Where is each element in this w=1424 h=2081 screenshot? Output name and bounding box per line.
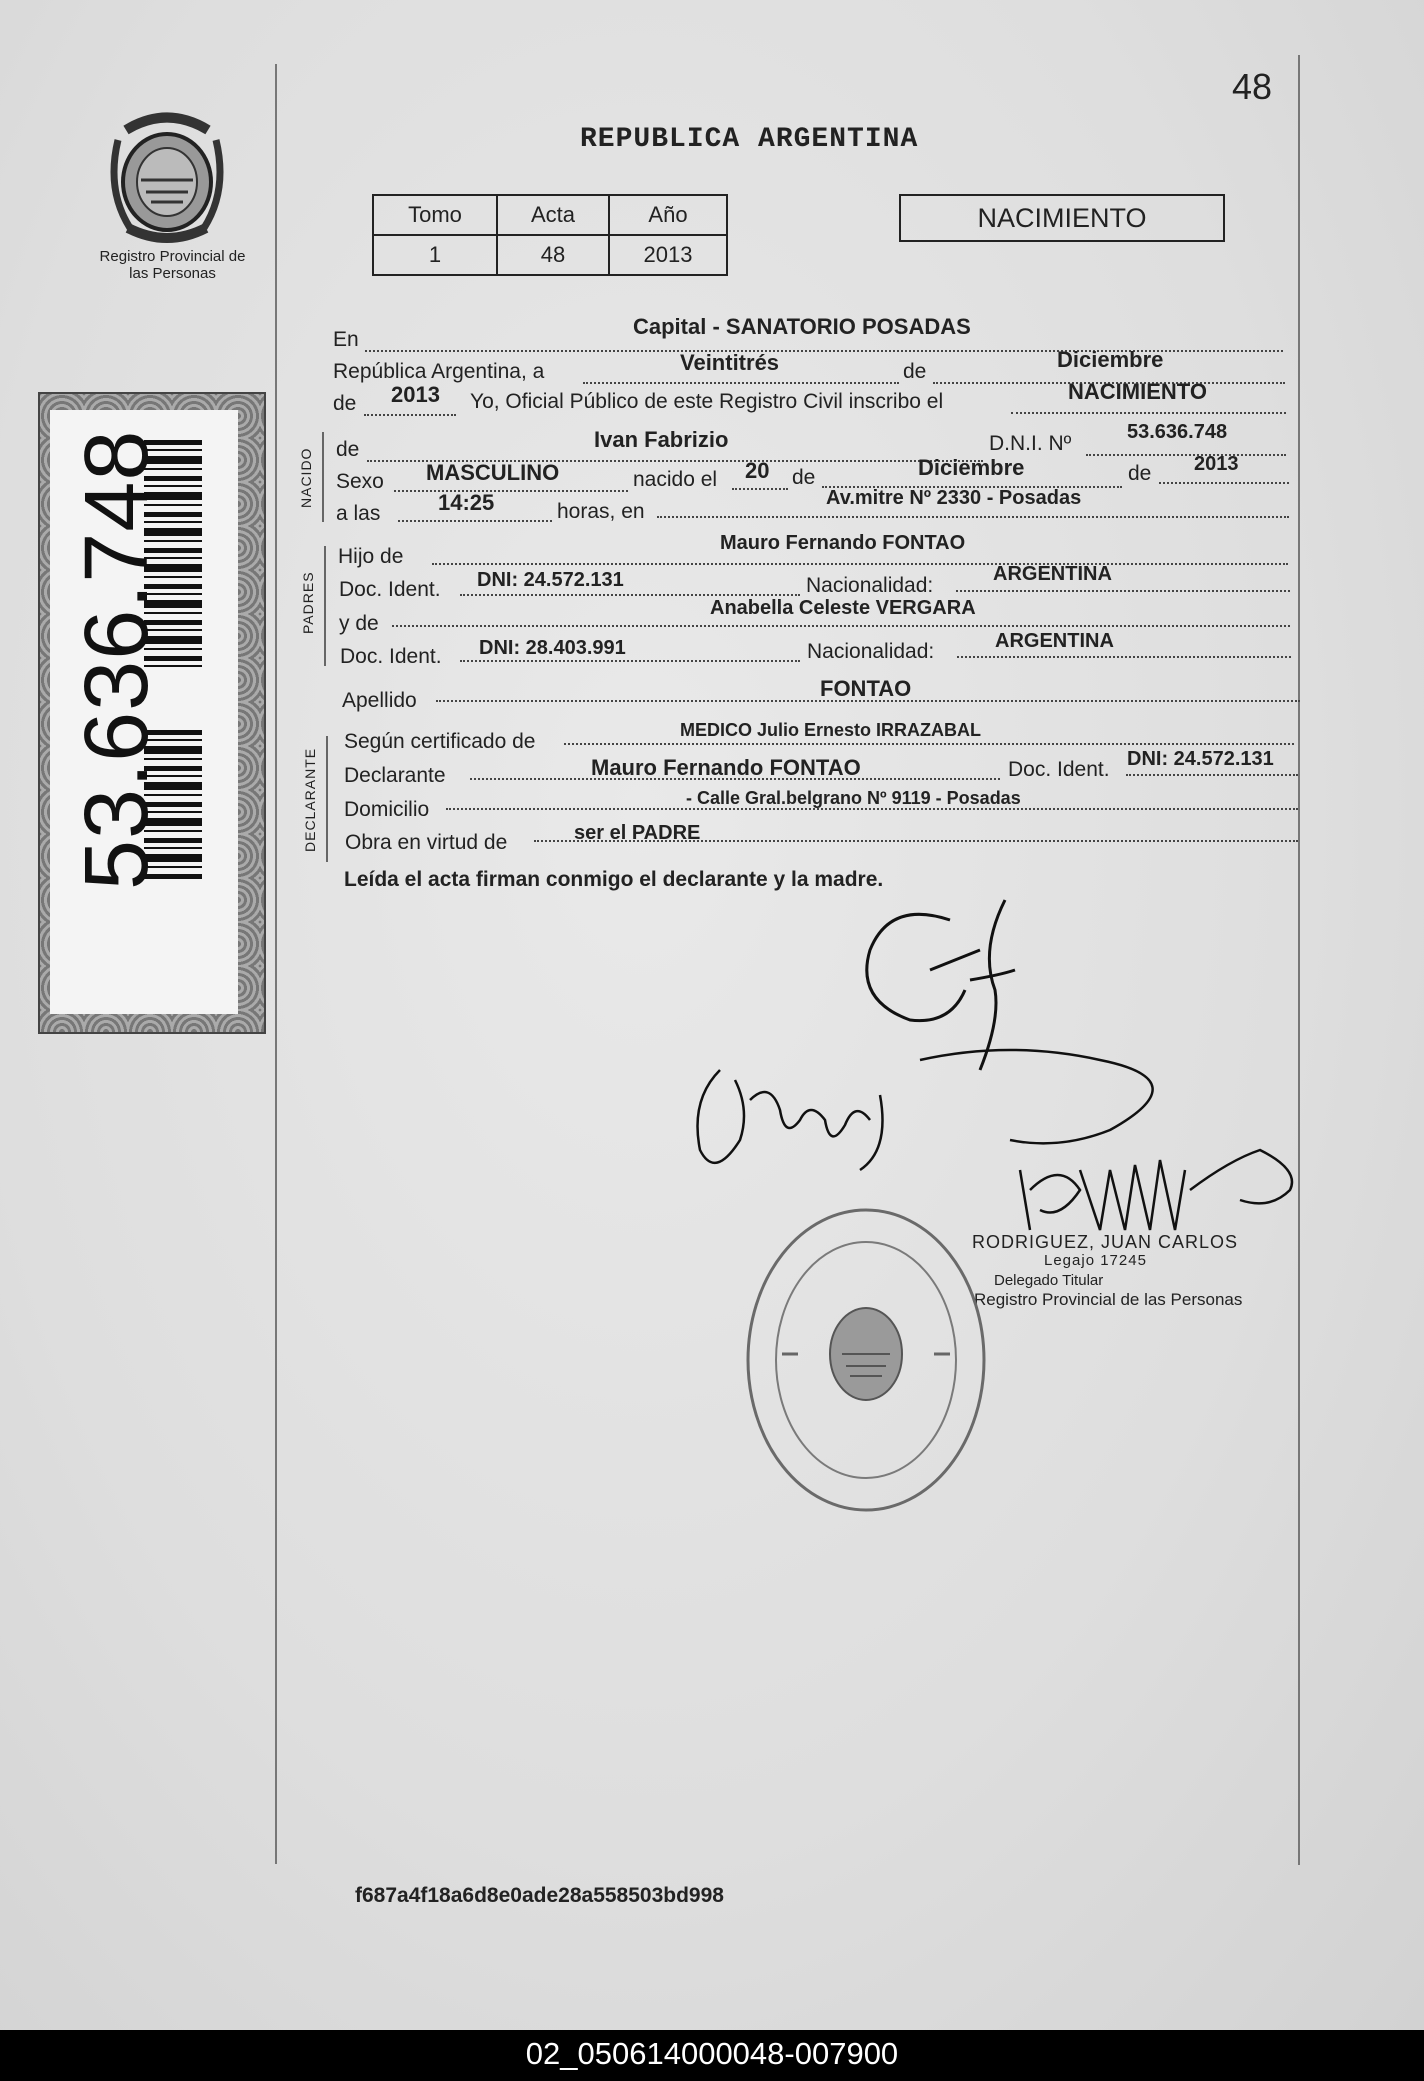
value-acta: 48 xyxy=(497,235,609,275)
label-republica: República Argentina, a xyxy=(333,360,545,383)
label-de-mes: de xyxy=(903,360,927,383)
padres-rule xyxy=(324,546,326,666)
label-de-anio: de xyxy=(333,392,357,415)
label-de-nombre: de xyxy=(336,438,360,461)
section-declarante: DECLARANTE xyxy=(302,747,318,852)
value-anio: 2013 xyxy=(391,382,440,407)
register-table xyxy=(372,194,728,276)
value-padre-nac: ARGENTINA xyxy=(993,563,1112,585)
header-acta: Acta xyxy=(497,195,609,235)
label-hijo-de: Hijo de xyxy=(338,545,404,568)
value-anio-nac: 2013 xyxy=(1194,453,1239,475)
act-type-box: NACIMIENTO xyxy=(899,194,1225,242)
label-yo-oficial: Yo, Oficial Público de este Registro Civil inscribo el xyxy=(470,390,944,413)
value-madre-nac: ARGENTINA xyxy=(995,630,1114,652)
value-tomo: 1 xyxy=(373,235,497,275)
official-legajo: Legajo 17245 xyxy=(1044,1252,1147,1269)
round-seal xyxy=(742,1204,990,1516)
label-doc-madre: Doc. Ident. xyxy=(340,645,442,668)
value-domicilio: - Calle Gral.belgrano Nº 9119 - Posadas xyxy=(686,788,1021,808)
value-nombre: Ivan Fabrizio xyxy=(594,427,729,452)
label-apellido: Apellido xyxy=(342,689,417,712)
official-name: RODRIGUEZ, JUAN CARLOS xyxy=(972,1232,1239,1252)
page-number: 48 xyxy=(1232,66,1273,107)
closing-statement: Leída el acta firman conmigo el declarante y la madre. xyxy=(344,868,884,891)
value-acto: NACIMIENTO xyxy=(1068,379,1207,404)
header-tomo: Tomo xyxy=(373,195,497,235)
declarante-rule xyxy=(326,736,328,862)
value-apellido: FONTAO xyxy=(820,676,912,701)
province-seal-logo xyxy=(106,110,228,250)
label-declarante: Declarante xyxy=(344,764,446,787)
value-dia-nac: 20 xyxy=(745,458,770,483)
label-domicilio: Domicilio xyxy=(344,798,430,821)
label-segun: Según certificado de xyxy=(344,730,536,753)
value-hora: 14:25 xyxy=(438,490,495,515)
label-doc-padre: Doc. Ident. xyxy=(339,578,441,601)
nacido-rule xyxy=(322,432,324,522)
value-declarante: Mauro Fernando FONTAO xyxy=(591,755,861,780)
label-en: En xyxy=(333,328,359,351)
value-certificado: MEDICO Julio Ernesto IRRAZABAL xyxy=(680,720,982,740)
value-madre-doc: DNI: 28.403.991 xyxy=(479,637,626,659)
label-nac-padre: Nacionalidad: xyxy=(806,574,934,597)
value-mes: Diciembre xyxy=(1057,347,1164,372)
value-direccion-nac: Av.mitre Nº 2330 - Posadas xyxy=(826,487,1082,509)
logo-caption: Registro Provincial de las Personas xyxy=(99,248,246,282)
value-obra: ser el PADRE xyxy=(574,822,701,844)
section-padres: PADRES xyxy=(300,571,316,634)
left-margin-rule xyxy=(275,64,277,1864)
document-hash: f687a4f18a6d8e0ade28a558503bd998 xyxy=(355,1884,724,1907)
value-dia-letras: Veintitrés xyxy=(680,350,780,375)
official-organismo: Registro Provincial de las Personas xyxy=(974,1290,1243,1309)
header-anio: Año xyxy=(609,195,727,235)
official-cargo: Delegado Titular xyxy=(994,1272,1104,1289)
label-dni-no: D.N.I. Nº xyxy=(989,432,1072,455)
label-de-anio-nac: de xyxy=(1128,462,1152,485)
label-a-las: a las xyxy=(336,502,381,525)
label-horas-en: horas, en xyxy=(557,500,645,523)
value-anio: 2013 xyxy=(609,235,727,275)
label-nac-madre: Nacionalidad: xyxy=(807,640,935,663)
value-dni: 53.636.748 xyxy=(1127,421,1228,443)
value-mes-nac: Diciembre xyxy=(918,455,1025,480)
label-sexo: Sexo xyxy=(336,470,384,493)
right-margin-rule xyxy=(1298,55,1300,1865)
value-sexo: MASCULINO xyxy=(426,460,560,485)
barcode-number: 53.636.748 xyxy=(67,429,167,890)
value-declarante-doc: DNI: 24.572.131 xyxy=(1127,748,1274,770)
label-doc-declarante: Doc. Ident. xyxy=(1008,758,1110,781)
document-title: REPUBLICA ARGENTINA xyxy=(580,124,919,155)
label-de-mes-nac: de xyxy=(792,466,816,489)
label-nacido-el: nacido el xyxy=(633,468,718,491)
label-obra: Obra en virtud de xyxy=(345,831,508,854)
value-padre: Mauro Fernando FONTAO xyxy=(720,532,966,554)
label-y-de: y de xyxy=(339,612,379,635)
value-padre-doc: DNI: 24.572.131 xyxy=(477,569,624,591)
value-lugar: Capital - SANATORIO POSADAS xyxy=(633,314,971,339)
section-nacido: NACIDO xyxy=(298,447,314,508)
footer-code: 02_050614000048-007900 xyxy=(525,2036,899,2071)
value-madre: Anabella Celeste VERGARA xyxy=(710,597,976,619)
